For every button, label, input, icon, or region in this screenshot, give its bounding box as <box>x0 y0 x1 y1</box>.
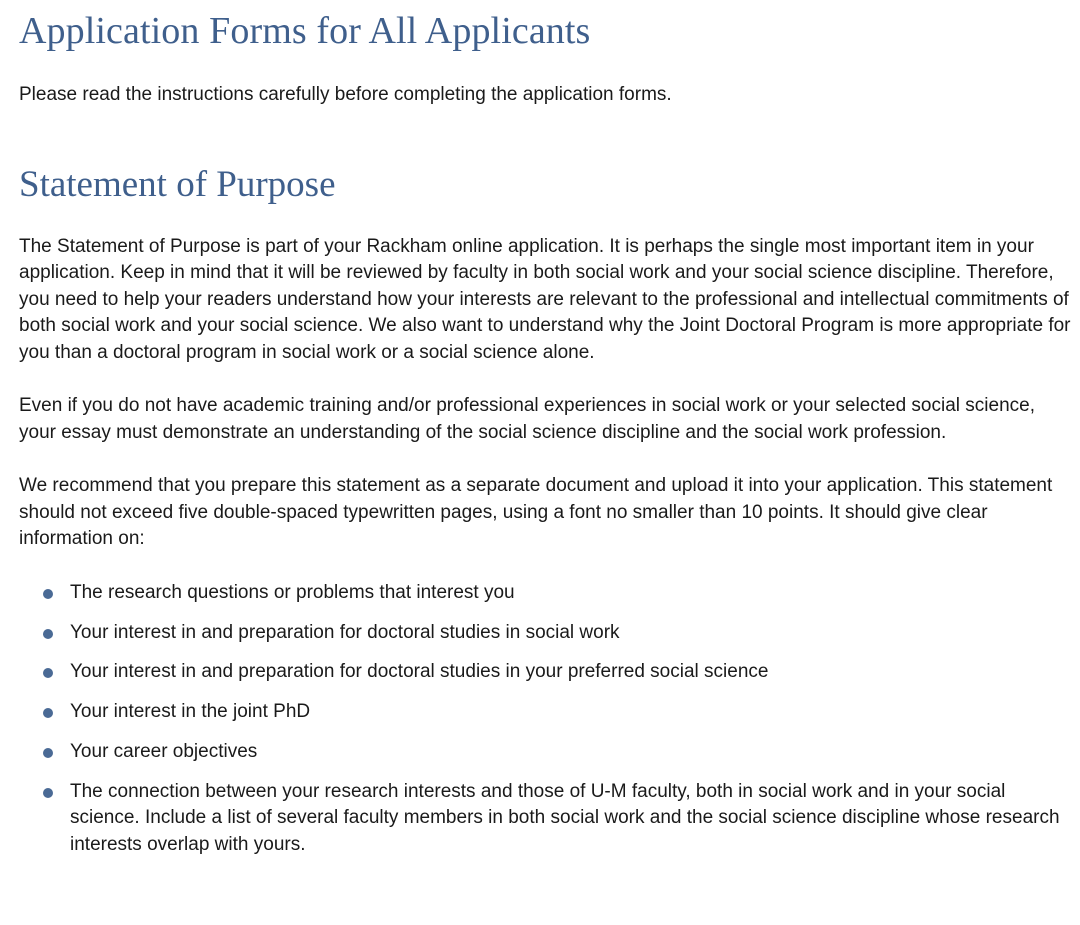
main-content <box>19 0 1071 872</box>
paragraph: We recommend that you prepare this statement as a separate document and upload it into your application. This statement should not exceed five double-spaced typewritten pages, using a font no smaller than 10 points. It should give clear information on: <box>19 474 1053 550</box>
list-item <box>19 739 1071 766</box>
page-title: Application Forms for All Applicants <box>19 10 591 52</box>
bullet-icon <box>43 589 53 599</box>
paragraph: Even if you do not have academic training and/or professional experiences in social work or your selected social science, your essay must demonstrate an understanding of the social science discipline and the social work profession. <box>19 395 1035 443</box>
section-title: Statement of Purpose <box>19 163 336 205</box>
list-item-text: Your career objectives <box>70 740 258 762</box>
bullet-icon <box>43 708 53 718</box>
bullet-icon <box>43 668 53 678</box>
list-item-text: Your interest in and preparation for doctoral studies in social work <box>70 621 620 643</box>
list-item-text: The research questions or problems that interest you <box>70 581 515 603</box>
bullet-icon <box>43 788 53 798</box>
intro-text: Please read the instructions carefully before completing the application forms. <box>19 84 672 105</box>
bullet-icon <box>43 629 53 639</box>
list-item <box>19 659 1071 686</box>
paragraph: The Statement of Purpose is part of your Rackham online application. It is perhaps the single most important item in your application. Keep in mind that it will be reviewed by faculty in both social work and your social science discipline. Therefore, you need to help your readers understand how your interests are relevant to the professional and intellectual commitments of both social work and your social science. We also want to understand why the Joint Doctoral Program is more appropriate for you than a doctoral program in social work or a social science alone. <box>19 235 1071 363</box>
bullet-icon <box>43 748 53 758</box>
list-item-text: The connection between your research interests and those of U-M faculty, both in social work and in your social science. Include a list of several faculty members in both social work and the social science discipline whose research interests overlap with yours. <box>70 780 1060 855</box>
criteria-list <box>19 580 1071 859</box>
list-item <box>19 620 1071 647</box>
list-item <box>19 779 1071 859</box>
list-item-text: Your interest in the joint PhD <box>70 701 311 723</box>
list-item-text: Your interest in and preparation for doctoral studies in your preferred social science <box>70 661 769 683</box>
list-item <box>19 699 1071 726</box>
list-item <box>19 580 1071 607</box>
